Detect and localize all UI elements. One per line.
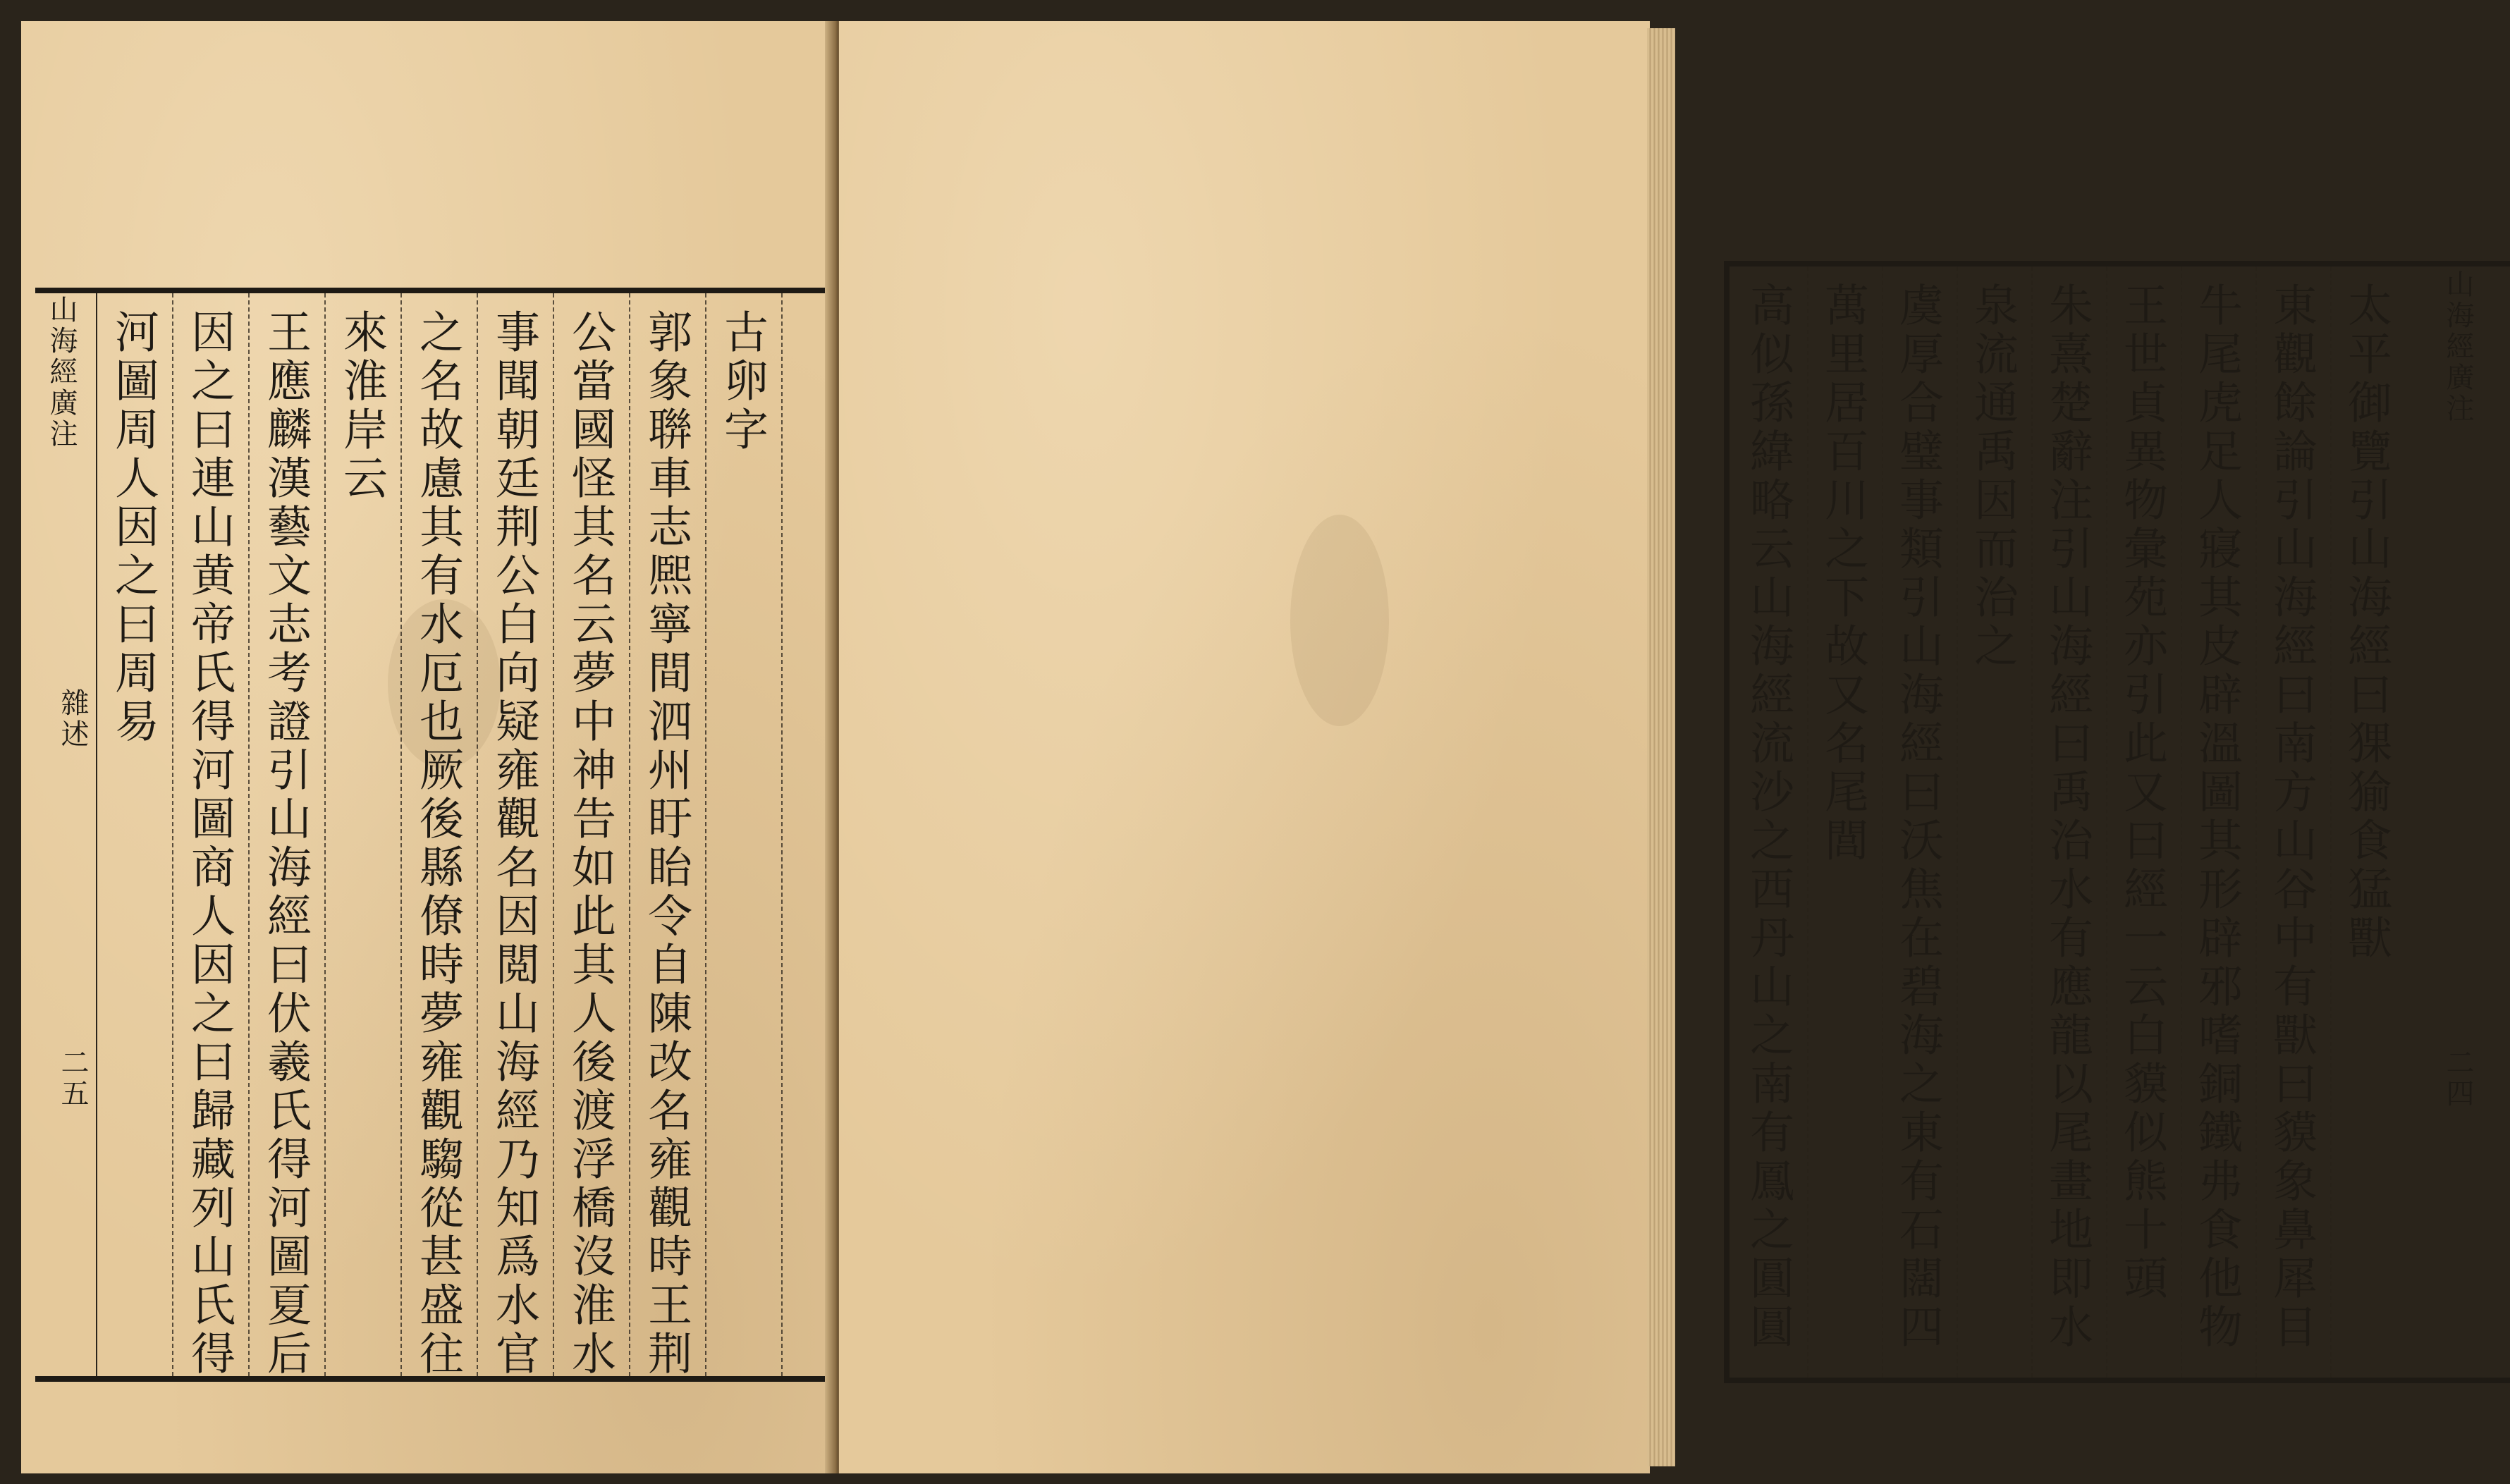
text-column: 來淮岸云	[336, 309, 388, 503]
text-column: 郭象聨車志熈寧間泗州盱眙令自陳改名雍觀時王荆	[641, 309, 692, 1379]
margin-section-name: 雜述	[56, 688, 89, 750]
left-page	[21, 21, 833, 1473]
text-column: 之名故慮其有水厄也厥後縣僚時夢雍觀騶從甚盛往	[412, 309, 464, 1379]
column-rule	[1957, 266, 1958, 1378]
column-rule	[781, 293, 783, 1376]
column-rule	[629, 293, 630, 1376]
text-column: 泉流通禹因而治之	[1967, 282, 2019, 671]
text-column: 王世貞異物彙苑亦引此又曰經一云白貘似熊十頭	[2117, 282, 2168, 1304]
text-column: 高似孫緯略云山海經流沙之西丹山之南有鳳之圓圓	[1743, 282, 1794, 1352]
column-rule	[705, 293, 706, 1376]
column-rule	[2255, 266, 2257, 1378]
margin-folio-number: 二五	[56, 1048, 89, 1110]
column-rule	[2031, 266, 2033, 1378]
text-column: 牛尾虎足人寢其皮辟溫圖其形辟邪嗜銅鐵弗食他物	[2191, 282, 2243, 1352]
column-rule	[477, 293, 478, 1376]
text-column: 東觀餘論引山海經曰南方山谷中有獸曰貘象鼻犀目	[2266, 282, 2318, 1352]
text-column: 朱熹楚辭注引山海經曰禹治水有應龍以尾畫地即水	[2042, 282, 2093, 1352]
column-rule	[324, 293, 326, 1376]
text-column: 河圖周人因之曰周易	[108, 309, 159, 747]
left-page-frame	[35, 288, 831, 1382]
right-page	[839, 21, 2474, 1473]
margin-folio-number: 二四	[2442, 1048, 2474, 1110]
text-column: 古卵字	[717, 309, 769, 455]
column-rule	[2330, 266, 2332, 1378]
text-column: 因之曰連山黄帝氏得河圖商人因之曰歸藏列山氏得	[184, 309, 235, 1379]
right-page-frame	[1724, 261, 2510, 1383]
margin-book-title: 山海經廣注	[2442, 269, 2474, 424]
column-rule	[553, 293, 554, 1376]
column-rule	[400, 293, 402, 1376]
text-column: 萬里居百川之下故又名尾閭	[1818, 282, 1869, 866]
margin-divider	[2405, 266, 2406, 1378]
text-column: 虞厚合璧事類引山海經曰沃焦在碧海之東有石闊四	[1892, 282, 1944, 1352]
text-column: 王應麟漢藝文志考證引山海經曰伏羲氏得河圖夏后	[260, 309, 312, 1379]
column-rule	[248, 293, 250, 1376]
ink-bleed-stain	[1290, 515, 1389, 726]
column-rule	[172, 293, 173, 1376]
text-column: 太平御覽引山海經曰猓㺄食猛獸	[2341, 282, 2392, 963]
column-rule	[1807, 266, 1808, 1378]
column-rule	[2106, 266, 2107, 1378]
margin-divider	[96, 293, 97, 1376]
column-rule	[2181, 266, 2182, 1378]
text-column: 公當國怪其名云夢中神告如此其人後渡浮橋沒淮水	[565, 309, 616, 1379]
text-column: 事聞朝廷荆公白向疑雍觀名因閲山海經乃知爲水官	[489, 309, 540, 1379]
column-rule	[1882, 266, 1883, 1378]
margin-book-title: 山海經廣注	[45, 295, 78, 450]
fore-edge-pages	[1647, 28, 1675, 1466]
